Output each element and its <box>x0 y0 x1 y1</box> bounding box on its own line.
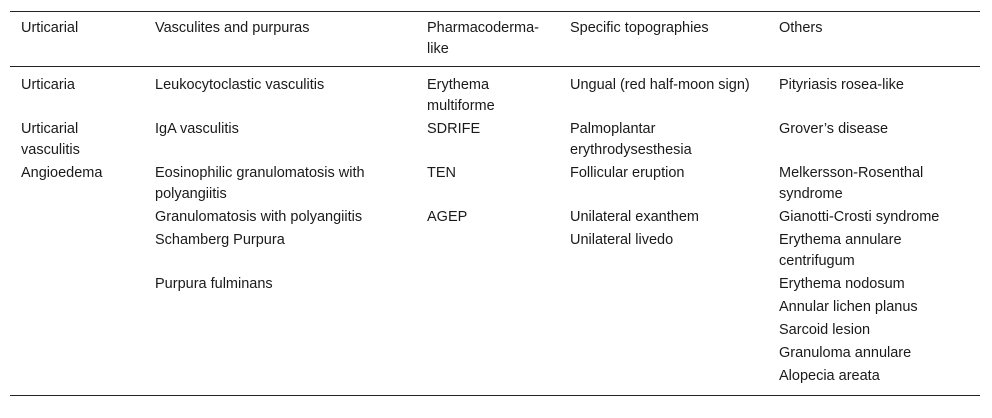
table-cell: Palmoplantar erythrodysesthesia <box>570 121 692 158</box>
table-cell: Follicular eruption <box>570 165 685 181</box>
table-cell: TEN <box>427 165 456 181</box>
table-cell <box>416 230 559 274</box>
classification-table-container <box>10 11 980 396</box>
table-cell: Schamberg Purpura <box>155 232 285 248</box>
table-cell: Leukocytoclastic vasculitis <box>155 77 325 93</box>
column-header-others: Others <box>779 20 823 36</box>
table-cell: Urticaria <box>21 77 75 93</box>
table-cell: Pityriasis rosea-like <box>779 77 904 93</box>
table-row <box>10 274 980 396</box>
table-cell: Grover’s disease <box>779 121 889 137</box>
table-cell: Gianotti-Crosti syndrome <box>779 209 940 225</box>
table-cell: IgA vasculitis <box>155 121 239 137</box>
table-cell <box>559 274 768 396</box>
table-row <box>10 119 980 163</box>
table-header <box>10 12 980 67</box>
table-cell <box>10 230 144 274</box>
table-cell: Ungual (red half-moon sign) <box>570 77 750 93</box>
table-cell: Erythema multiforme <box>427 77 495 114</box>
table-cell <box>10 207 144 230</box>
classification-table <box>10 11 980 396</box>
table-cell: Urticarial vasculitis <box>21 121 80 158</box>
table-cell: Eosinophilic granulomatosis with polyangiitis <box>155 165 365 202</box>
table-cell: Erythema annulare centrifugum <box>779 232 902 269</box>
column-header-pharmacoderma: Pharmacoderma-like <box>427 20 540 57</box>
table-cell: Unilateral livedo <box>570 232 674 248</box>
table-cell: Unilateral exanthem <box>570 209 699 225</box>
table-row <box>10 163 980 207</box>
table-cell <box>10 274 144 396</box>
list-item: Alopecia areata <box>779 368 880 384</box>
table-cell: Melkersson-Rosenthal syndrome <box>779 165 924 202</box>
table-row <box>10 207 980 230</box>
table-cell: Granulomatosis with polyangiitis <box>155 209 363 225</box>
list-item: Annular lichen planus <box>779 299 918 315</box>
list-item: Sarcoid lesion <box>779 322 871 338</box>
table-cell: Purpura fulminans <box>155 276 273 292</box>
header-row <box>10 12 980 67</box>
table-row <box>10 67 980 120</box>
table-cell-stack <box>768 274 980 396</box>
table-row <box>10 230 980 274</box>
table-cell: AGEP <box>427 209 468 225</box>
table-cell <box>416 274 559 396</box>
list-item: Granuloma annulare <box>779 345 912 361</box>
table-body <box>10 67 980 396</box>
table-cell: SDRIFE <box>427 121 481 137</box>
list-item: Erythema nodosum <box>779 276 905 292</box>
column-header-vasculites: Vasculites and purpuras <box>155 20 310 36</box>
column-header-urticarial: Urticarial <box>21 20 79 36</box>
column-header-topographies: Specific topographies <box>570 20 709 36</box>
table-cell: Angioedema <box>21 165 103 181</box>
